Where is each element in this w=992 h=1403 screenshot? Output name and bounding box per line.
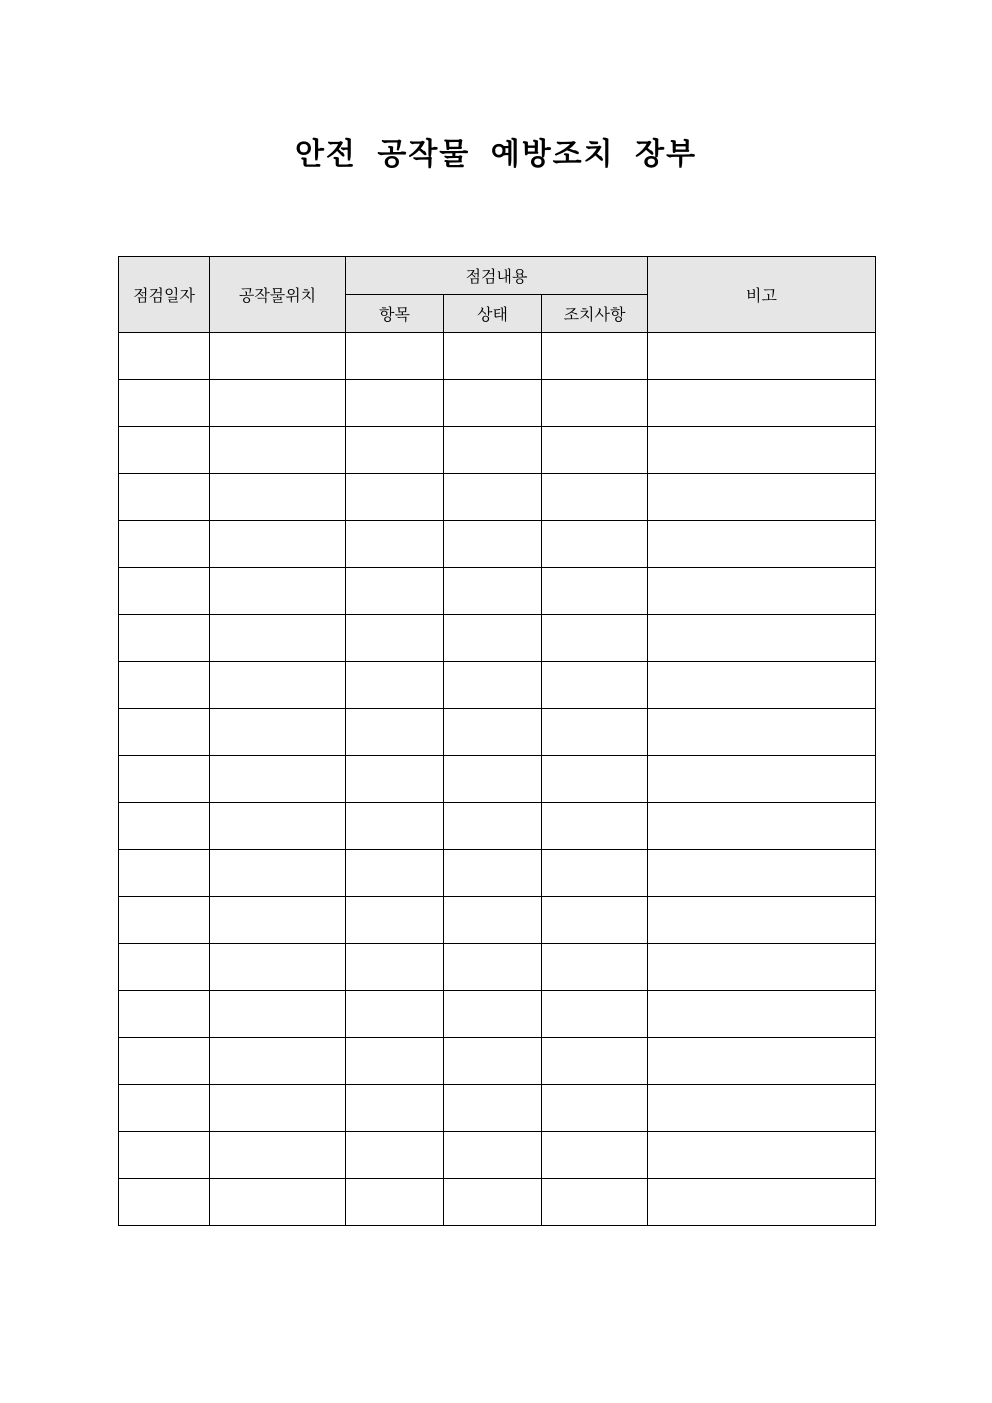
- action-cell: [542, 709, 648, 756]
- table-row: [119, 803, 876, 850]
- status-cell: [444, 333, 542, 380]
- remarks-cell: [648, 803, 876, 850]
- status-cell: [444, 803, 542, 850]
- table-row: [119, 333, 876, 380]
- location-cell: [210, 803, 346, 850]
- date-cell: [119, 568, 210, 615]
- header-status: 상태: [444, 295, 542, 333]
- date-cell: [119, 1038, 210, 1085]
- location-cell: [210, 427, 346, 474]
- date-cell: [119, 427, 210, 474]
- location-cell: [210, 615, 346, 662]
- date-cell: [119, 1132, 210, 1179]
- date-cell: [119, 944, 210, 991]
- action-cell: [542, 662, 648, 709]
- item-cell: [346, 1132, 444, 1179]
- location-cell: [210, 944, 346, 991]
- header-remarks: 비고: [648, 257, 876, 333]
- remarks-cell: [648, 944, 876, 991]
- date-cell: [119, 850, 210, 897]
- remarks-cell: [648, 380, 876, 427]
- action-cell: [542, 756, 648, 803]
- action-cell: [542, 850, 648, 897]
- table-row: [119, 521, 876, 568]
- item-cell: [346, 380, 444, 427]
- item-cell: [346, 709, 444, 756]
- item-cell: [346, 897, 444, 944]
- item-cell: [346, 944, 444, 991]
- location-cell: [210, 850, 346, 897]
- date-cell: [119, 380, 210, 427]
- location-cell: [210, 474, 346, 521]
- item-cell: [346, 568, 444, 615]
- remarks-cell: [648, 756, 876, 803]
- page-title: 안전 공작물 예방조치 장부: [294, 137, 698, 172]
- item-cell: [346, 991, 444, 1038]
- remarks-cell: [648, 850, 876, 897]
- inspection-log-table: [118, 256, 876, 1226]
- date-cell: [119, 1179, 210, 1226]
- status-cell: [444, 897, 542, 944]
- date-cell: [119, 991, 210, 1038]
- table-row: [119, 944, 876, 991]
- remarks-cell: [648, 991, 876, 1038]
- status-cell: [444, 427, 542, 474]
- status-cell: [444, 521, 542, 568]
- table-row: [119, 474, 876, 521]
- action-cell: [542, 427, 648, 474]
- status-cell: [444, 380, 542, 427]
- table-row: [119, 427, 876, 474]
- status-cell: [444, 615, 542, 662]
- table-body: [119, 333, 876, 1226]
- location-cell: [210, 709, 346, 756]
- header-item: 항목: [346, 295, 444, 333]
- remarks-cell: [648, 521, 876, 568]
- status-cell: [444, 1179, 542, 1226]
- remarks-cell: [648, 474, 876, 521]
- table-row: [119, 850, 876, 897]
- header-inspection: 점검내용: [346, 257, 648, 295]
- action-cell: [542, 1038, 648, 1085]
- date-cell: [119, 709, 210, 756]
- remarks-cell: [648, 897, 876, 944]
- item-cell: [346, 1179, 444, 1226]
- remarks-cell: [648, 1038, 876, 1085]
- status-cell: [444, 709, 542, 756]
- table-row: [119, 991, 876, 1038]
- item-cell: [346, 803, 444, 850]
- status-cell: [444, 1038, 542, 1085]
- table-row: [119, 1085, 876, 1132]
- remarks-cell: [648, 1132, 876, 1179]
- action-cell: [542, 944, 648, 991]
- remarks-cell: [648, 333, 876, 380]
- location-cell: [210, 568, 346, 615]
- header-location: 공작물위치: [210, 257, 346, 333]
- date-cell: [119, 756, 210, 803]
- table-row: [119, 662, 876, 709]
- item-cell: [346, 662, 444, 709]
- table-row: [119, 1132, 876, 1179]
- item-cell: [346, 615, 444, 662]
- location-cell: [210, 756, 346, 803]
- table-row: [119, 1038, 876, 1085]
- table-row: [119, 897, 876, 944]
- status-cell: [444, 1132, 542, 1179]
- item-cell: [346, 1085, 444, 1132]
- header-action: 조치사항: [542, 295, 648, 333]
- remarks-cell: [648, 662, 876, 709]
- location-cell: [210, 1038, 346, 1085]
- date-cell: [119, 521, 210, 568]
- location-cell: [210, 897, 346, 944]
- table-row: [119, 380, 876, 427]
- date-cell: [119, 615, 210, 662]
- table-row: [119, 1179, 876, 1226]
- location-cell: [210, 991, 346, 1038]
- remarks-cell: [648, 1179, 876, 1226]
- item-cell: [346, 850, 444, 897]
- date-cell: [119, 1085, 210, 1132]
- location-cell: [210, 333, 346, 380]
- action-cell: [542, 1085, 648, 1132]
- date-cell: [119, 662, 210, 709]
- action-cell: [542, 1179, 648, 1226]
- date-cell: [119, 474, 210, 521]
- table-row: [119, 615, 876, 662]
- status-cell: [444, 662, 542, 709]
- status-cell: [444, 944, 542, 991]
- remarks-cell: [648, 1085, 876, 1132]
- status-cell: [444, 474, 542, 521]
- action-cell: [542, 897, 648, 944]
- status-cell: [444, 568, 542, 615]
- action-cell: [542, 521, 648, 568]
- remarks-cell: [648, 709, 876, 756]
- item-cell: [346, 474, 444, 521]
- action-cell: [542, 991, 648, 1038]
- action-cell: [542, 1132, 648, 1179]
- date-cell: [119, 897, 210, 944]
- action-cell: [542, 568, 648, 615]
- location-cell: [210, 521, 346, 568]
- location-cell: [210, 380, 346, 427]
- remarks-cell: [648, 615, 876, 662]
- action-cell: [542, 474, 648, 521]
- item-cell: [346, 1038, 444, 1085]
- table-row: [119, 568, 876, 615]
- action-cell: [542, 803, 648, 850]
- remarks-cell: [648, 427, 876, 474]
- status-cell: [444, 1085, 542, 1132]
- status-cell: [444, 850, 542, 897]
- action-cell: [542, 380, 648, 427]
- header-date: 점검일자: [119, 257, 210, 333]
- location-cell: [210, 1085, 346, 1132]
- status-cell: [444, 991, 542, 1038]
- location-cell: [210, 1179, 346, 1226]
- location-cell: [210, 662, 346, 709]
- item-cell: [346, 427, 444, 474]
- date-cell: [119, 333, 210, 380]
- table-row: [119, 709, 876, 756]
- action-cell: [542, 615, 648, 662]
- date-cell: [119, 803, 210, 850]
- remarks-cell: [648, 568, 876, 615]
- item-cell: [346, 521, 444, 568]
- item-cell: [346, 333, 444, 380]
- item-cell: [346, 756, 444, 803]
- status-cell: [444, 756, 542, 803]
- table-row: [119, 756, 876, 803]
- action-cell: [542, 333, 648, 380]
- location-cell: [210, 1132, 346, 1179]
